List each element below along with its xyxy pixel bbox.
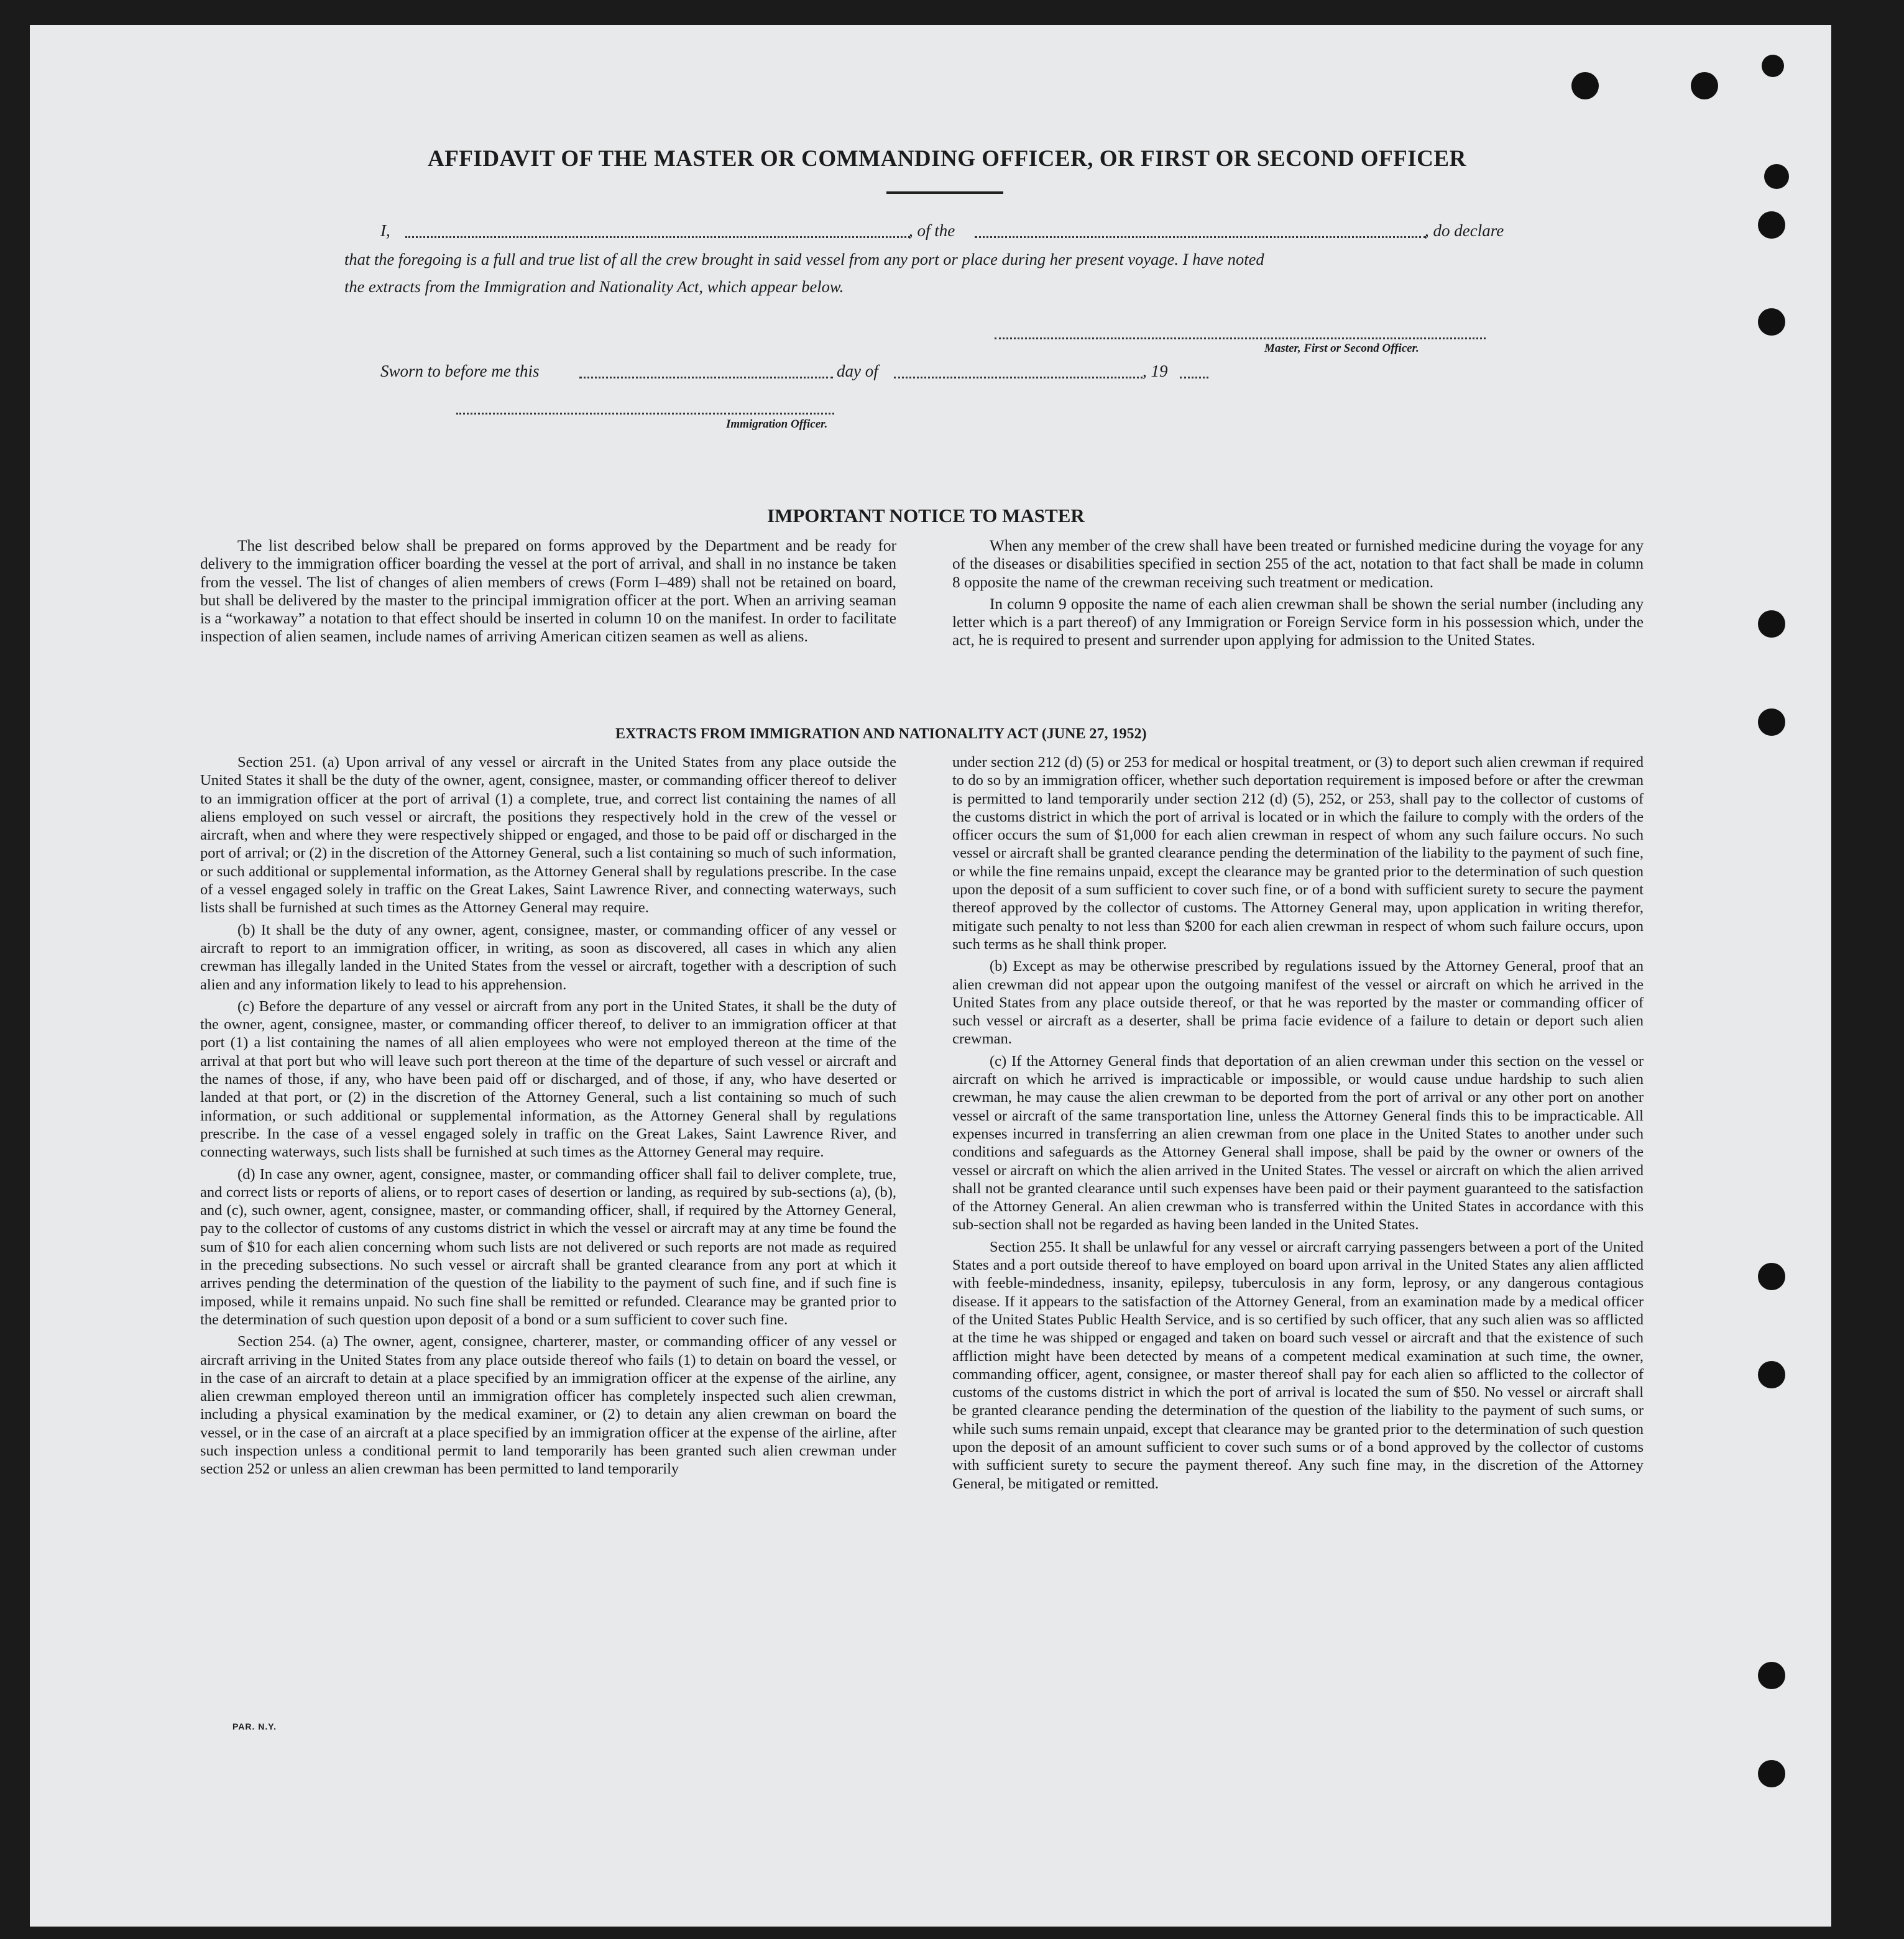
notice-left-column	[200, 537, 896, 650]
punch-hole	[1758, 1662, 1785, 1689]
extracts-right-column	[952, 753, 1644, 1497]
year-label: , 19	[1143, 362, 1168, 380]
punch-hole	[1764, 164, 1789, 189]
affidavit-line2: that the foregoing is a full and true list of all the crew brought in said vessel from any port or place during her present voyage. I have noted	[344, 250, 1264, 268]
year-field[interactable]	[1180, 377, 1208, 378]
notice-right-paragraph-1: When any member of the crew shall have been treated or furnished medicine during the voyage for any of the diseases or disabilities specified in section 255 of the act, notation to that fact shall be made in column 8 opposite the name of the crewman receiving such treatment or medication.	[952, 537, 1644, 591]
section-254-c: (c) If the Attorney General finds that deportation of an alien crewman under this section on the vessel or aircraft on which he arrived is impracticable or impossible, or would cause undue hardship to such alien crewman, he may cause the alien crewman to be deported from the port of arrival or any other port on another vessel or aircraft of the same transportation line, unless the Attorney General finds this to be impracticable. All expenses incurred in transferring an alien crewman from one place in the United States to another under such conditions and safeguards as the Attorney General shall impose, shall be paid by the owner or owners of the vessel or aircraft on which the alien arrived in the United States. The vessel or aircraft on which the alien arrived shall not be granted clearance until such expenses have been paid or their payment guaranteed to the satisfaction of the Attorney General. An alien crewman who is transferred within the United States in accordance with this sub-section shall not be regarded as having been landed in the United States.	[952, 1052, 1644, 1234]
of-the-label: , of the	[909, 221, 955, 240]
punch-hole	[1758, 211, 1785, 239]
affidavit-title: AFFIDAVIT OF THE MASTER OR COMMANDING OFFICER, OR FIRST OR SECOND OFFICER	[428, 146, 1466, 172]
punch-hole	[1758, 308, 1785, 336]
extracts-left-column	[200, 753, 896, 1482]
notice-left-paragraph: The list described below shall be prepared on forms approved by the Department and be ready for delivery to the immigration officer boarding the vessel at the port of arrival, and shall in no instance be taken from the vessel. The list of changes of alien members of crews (Form I–489) shall not be retained on board, but shall be delivered by the master to the principal immigration officer at the port. When an arriving seaman is a “workaway” a notation to that effect should be inserted in column 10 on the manifest. In order to facilitate inspection of alien seamen, include names of arriving American citizen seamen as well as aliens.	[200, 537, 896, 646]
punch-hole	[1571, 72, 1599, 99]
vessel-field[interactable]	[975, 236, 1426, 238]
punch-hole	[1758, 1760, 1785, 1787]
sworn-day-field[interactable]	[579, 377, 833, 378]
sworn-month-field[interactable]	[894, 377, 1143, 378]
signature-label: Master, First or Second Officer.	[1264, 342, 1419, 355]
printer-mark: PAR. N.Y.	[232, 1721, 277, 1731]
affidavit-i-label: I,	[380, 221, 390, 240]
extracts-title: EXTRACTS FROM IMMIGRATION AND NATIONALITY ACT (JUNE 27, 1952)	[615, 726, 1147, 742]
punch-hole	[1758, 708, 1785, 736]
notice-right-column	[952, 537, 1644, 654]
section-254-a: Section 254. (a) The owner, agent, consignee, charterer, master, or commanding officer of any vessel or aircraft arriving in the United States from any place outside thereof who fails (1) to detain on board the vessel, or in the case of an aircraft to detain at a place specified by an immigration officer at the expense of the airline, any alien crewman employed thereon until an immigration officer has completely inspected such alien crewman, including a physical examination by the medical examiner, or (2) to detain any alien crewman on board the vessel, or in the case of an aircraft at a place specified by an immigration officer at the expense of the airline, after such inspection unless a conditional permit to land temporarily has been granted such alien crewman under section 252 or unless an alien crewman has been permitted to land temporarily	[200, 1333, 896, 1478]
affidavit-line3: the extracts from the Immigration and Nationality Act, which appear below.	[344, 277, 844, 296]
section-251-b: (b) It shall be the duty of any owner, agent, consignee, master, or commanding officer of any vessel or aircraft to report to an immigration officer, in writing, as soon as discovered, all cases in which any alien crewman has illegally landed in the United States from the vessel or aircraft, together with a description of such alien and any information likely to lead to his apprehension.	[200, 921, 896, 993]
name-field[interactable]	[405, 236, 910, 238]
punch-hole	[1691, 72, 1718, 99]
punch-hole	[1758, 1361, 1785, 1388]
section-251-c: (c) Before the departure of any vessel or aircraft from any port in the United States, it shall be the duty of the owner, agent, consignee, master, or commanding officer thereof, to deliver to an immigration officer at that port (1) a list containing the names of all alien employees who were not employed thereon at the time of the arrival at that port but who will leave such port thereon at the time of the departure of such vessel or aircraft and the names of those, if any, who have been paid off or discharged, and of those, if any, who have deserted or landed at that port, or (2) in the discretion of the Attorney General, such a list containing so much of such information, or such additional or supplemental information, as the Attorney General shall by regulations prescribe. In the case of a vessel engaged solely in traffic on the Great Lakes, Saint Lawrence River, and connecting waterways, such lists shall be furnished at such times as the Attorney General may require.	[200, 997, 896, 1161]
sworn-label: Sworn to before me this	[380, 362, 540, 380]
section-251-a: Section 251. (a) Upon arrival of any vessel or aircraft in the United States from any place outside the United States it shall be the duty of the owner, agent, consignee, master, or commanding officer thereof to deliver to an immigration officer at the port of arrival (1) a complete, true, and correct list containing the names of all aliens employed on such vessel or aircraft, the positions they respectively hold in the crew of the vessel or aircraft, when and where they were respectively shipped or engaged, and those to be paid off or discharged in the port of arrival; or (2) in the discretion of the Attorney General, such a list containing so much of such information, or such additional or supplemental information, as the Attorney General shall by regulations prescribe. In the case of a vessel engaged solely in traffic on the Great Lakes, Saint Lawrence River, and connecting waterways, such lists shall be furnished at such times as the Attorney General may require.	[200, 754, 896, 917]
day-of-label: day of	[837, 362, 878, 380]
section-254-b: (b) Except as may be otherwise prescribed by regulations issued by the Attorney General, proof that an alien crewman did not appear upon the outgoing manifest of the vessel or aircraft on which he arrived in the United States from any place outside thereof, or that he was reported by the master or commanding officer of such vessel or aircraft as a deserter, shall be prima facie evidence of a failure to detain or deport such alien crewman.	[952, 958, 1644, 1048]
form-page	[30, 25, 1831, 1927]
signature-field[interactable]	[995, 337, 1486, 339]
officer-signature-field[interactable]	[456, 413, 834, 415]
do-declare-label: , do declare	[1425, 221, 1504, 240]
officer-label: Immigration Officer.	[726, 418, 828, 431]
section-254-a-continued: under section 212 (d) (5) or 253 for medical or hospital treatment, or (3) to deport such alien crewman if required to do so by an immigration officer, whether such deportation requirement is imposed before or after the crewman is permitted to land temporarily under section 212 (d) (5), 252, or 253, shall pay to the collector of customs of the customs district in which the port of arrival is located or in which the failure to comply with the orders of the officer occurs the sum of $1,000 for each alien crewman in respect of whom any such failure occurs. No such vessel or aircraft shall be granted clearance pending the determination of the liability to the payment of such fine, or while the fine remains unpaid, except the clearance may be granted prior to the determination of such question upon the deposit of a sum sufficient to cover such fine, or of a bond with sufficient surety to secure the payment thereof approved by the collector of customs. The Attorney General may, upon application in writing therefor, mitigate such penalty to not less than $200 for each alien crewman in respect of whom such failure occurs, upon such terms as he shall think proper.	[952, 754, 1644, 953]
notice-title: IMPORTANT NOTICE TO MASTER	[767, 505, 1085, 526]
notice-right-paragraph-2: In column 9 opposite the name of each alien crewman shall be shown the serial number (including any letter which is a part thereof) of any Immigration or Foreign Service form in his possession which, under the act, he is required to present and surrender upon applying for admission to the United States.	[952, 595, 1644, 649]
punch-hole	[1758, 610, 1785, 638]
section-251-d: (d) In case any owner, agent, consignee, master, or commanding officer shall fail to deliver complete, true, and correct lists or reports of aliens, or to report cases of desertion or landing, as required by sub-sections (a), (b), and (c), such owner, agent, consignee, master, or commanding officer, shall, if required by the Attorney General, pay to the collector of customs of any customs district in which the vessel or aircraft may at any time be found the sum of $10 for each alien concerning whom such lists are not delivered or such reports are not made as required in the preceding subsections. No such vessel or aircraft shall be granted clearance from any port at which it arrives pending the determination of the question of the liability to the payment of such fine, and if such fine is imposed, while it remains unpaid. No such fine shall be remitted or refunded. Clearance may be granted prior to the determination of such question upon deposit of a bond or a sum sufficient to cover such fine.	[200, 1165, 896, 1328]
punch-hole	[1758, 1263, 1785, 1290]
section-255: Section 255. It shall be unlawful for any vessel or aircraft carrying passengers between a port of the United States and a port outside thereof to have employed on board upon arrival in the United States any alien afflicted with feeble-mindedness, insanity, epilepsy, tuberculosis in any form, leprosy, or any dangerous contagious disease. If it appears to the satisfaction of the Attorney General, from an examination made by a medical officer of the United States Public Health Service, and is so certified by such officer, that any such alien was so afflicted at the time he was shipped or engaged and taken on board such vessel or aircraft and that the existence of such affliction might have been detected by means of a competent medical examination at such time, the owner, commanding officer, agent, consignee, or master thereof shall pay for each alien so afflicted to the collector of customs of the customs district in which the port of arrival is located the sum of $50. No vessel or aircraft shall be granted clearance pending the determination of the question of the liability to the payment of such sums, or while such sums remain unpaid, except that clearance may be granted prior to the determination of such question upon the deposit of an amount sufficient to cover such sums or of a bond approved by the collector of customs with sufficient surety to secure the payment thereof. Any such fine may, in the discretion of the Attorney General, be mitigated or remitted.	[952, 1238, 1644, 1492]
punch-hole	[1762, 55, 1784, 77]
title-rule	[886, 191, 1003, 194]
